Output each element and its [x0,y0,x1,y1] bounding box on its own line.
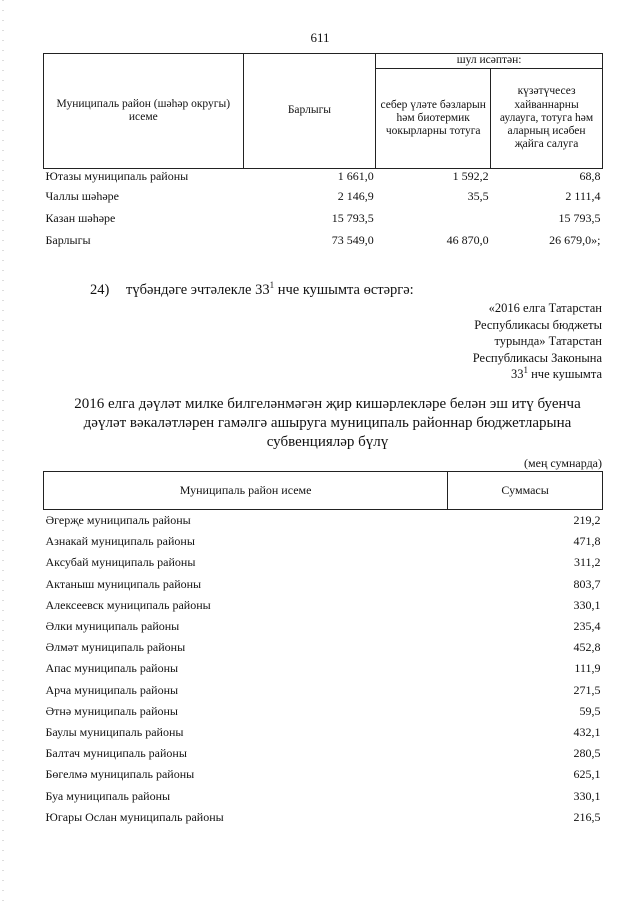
units-note: (мең сумнарда) [524,456,602,470]
header-sum: Суммасы [448,472,603,510]
table-row [44,616,603,637]
subvention-rows [44,510,603,828]
district-name: Актаныш муниципаль районы [45,576,202,591]
table-row-total [44,229,603,251]
appendix-line: «2016 елга Татарстан [488,301,602,315]
page-number: 611 [310,30,330,45]
table-row [44,169,603,186]
total-value: 2 146,9 [337,188,374,203]
item-text: түбәндәге эчтәлекле 33 [126,282,270,298]
sum-value: 625,1 [573,767,601,782]
table-row [44,785,603,806]
item-number: 24) [90,282,110,298]
district-name: Барлыгы [45,232,91,247]
sum-value: 432,1 [573,724,601,739]
table-row [44,701,603,722]
amendment-item-24 [90,282,414,299]
scan-margin-marks [0,0,6,905]
header-animals: күзәтүчесез хайваннарны аулауга, тотуга һәм аларның исәбен җайга салуга [491,69,603,169]
table-row [44,574,603,595]
district-name: Чаллы шәһәре [45,188,119,203]
district-name: Арча муниципаль районы [45,682,179,697]
table-row [44,531,603,552]
district-name: Азнакай муниципаль районы [45,534,195,549]
sum-value: 330,1 [573,788,601,803]
animals-value: 68,8 [579,169,601,183]
district-name: Аксубай муниципаль районы [45,555,196,570]
district-name: Ютазы муниципаль районы [45,169,189,183]
total-value: 1 661,0 [337,169,374,183]
animals-value: 15 793,5 [558,210,601,225]
table-row [44,185,603,207]
bio-value [376,207,491,229]
header-group: шул исәптән: [376,54,603,69]
sum-value: 280,5 [573,746,601,761]
district-name: Югары Ослан муниципаль районы [45,809,224,824]
sum-value: 311,2 [573,555,601,570]
appendix-superscript: 1 [523,364,528,375]
sum-value: 59,5 [579,703,601,718]
table-row [44,743,603,764]
appendix-line: Республикасы бюджеты [474,317,602,332]
district-name: Апас муниципаль районы [45,661,179,676]
district-name: Әтнә муниципаль районы [45,703,178,718]
table-row [44,680,603,701]
table-row [44,510,603,532]
subvention-table [43,471,603,828]
header-district: Муниципаль район (шәһәр округы) исеме [44,54,244,169]
appendix-number: 33 [510,367,524,381]
item-superscript: 1 [269,280,275,291]
district-name: Әлки муниципаль районы [45,619,180,634]
district-name: Балтач муниципаль районы [45,746,187,761]
section-heading: 2016 елга дәүләт милке билгеләнмәгән җир кишәрлекләре белән эш итү буенча дәүләт вәкаләтләрен гамәлгә ашыруга муниципаль районнар бюджетларына субвенцияләр бүлү [74,396,581,450]
animals-value: 2 111,4 [565,188,601,203]
animals-value: 26 679,0»; [549,232,601,247]
district-name: Әлмәт муниципаль районы [45,640,186,655]
table-row [44,807,603,828]
sum-value: 330,1 [573,597,601,612]
header-name: Муниципаль район исеме [44,472,448,510]
sum-value: 235,4 [573,619,601,634]
district-name: Буа муниципаль районы [45,788,171,803]
sum-value: 803,7 [573,576,601,591]
header-bio: себер үләте бәзларын һәм биотермик чокырларны тотуга [376,69,491,169]
table-row [44,764,603,785]
bio-value: 1 592,2 [452,169,489,183]
appendix-line-last [473,366,602,383]
table-row [44,552,603,573]
table-row [44,722,603,743]
appendix-line: турында» Татарстан [494,334,602,348]
district-name: Баулы муниципаль районы [45,724,184,739]
top-table [43,53,603,251]
header-total: Барлыгы [243,54,376,169]
bio-value: 35,5 [467,188,489,203]
sum-value: 219,2 [573,513,601,528]
table-row [44,207,603,229]
item-text-tail: нче кушымта өстәргә: [274,282,414,298]
table-row [44,595,603,616]
district-name: Әгерҗе муниципаль районы [45,513,191,528]
sum-value: 216,5 [573,809,601,824]
sum-value: 471,8 [573,534,601,549]
total-value: 73 549,0 [331,232,374,247]
district-name: Бөгелмә муниципаль районы [45,767,195,782]
bio-value: 46 870,0 [446,232,489,247]
district-name: Казан шәһәре [45,210,116,225]
appendix-number-tail: нче кушымта [527,367,602,381]
total-value: 15 793,5 [331,210,374,225]
table-row [44,658,603,679]
sum-value: 111,9 [574,661,601,676]
appendix-note [473,300,602,383]
appendix-line: Республикасы Законына [472,350,602,365]
table-row [44,637,603,658]
sum-value: 452,8 [573,640,601,655]
district-name: Алексеевск муниципаль районы [45,597,211,612]
sum-value: 271,5 [573,682,601,697]
